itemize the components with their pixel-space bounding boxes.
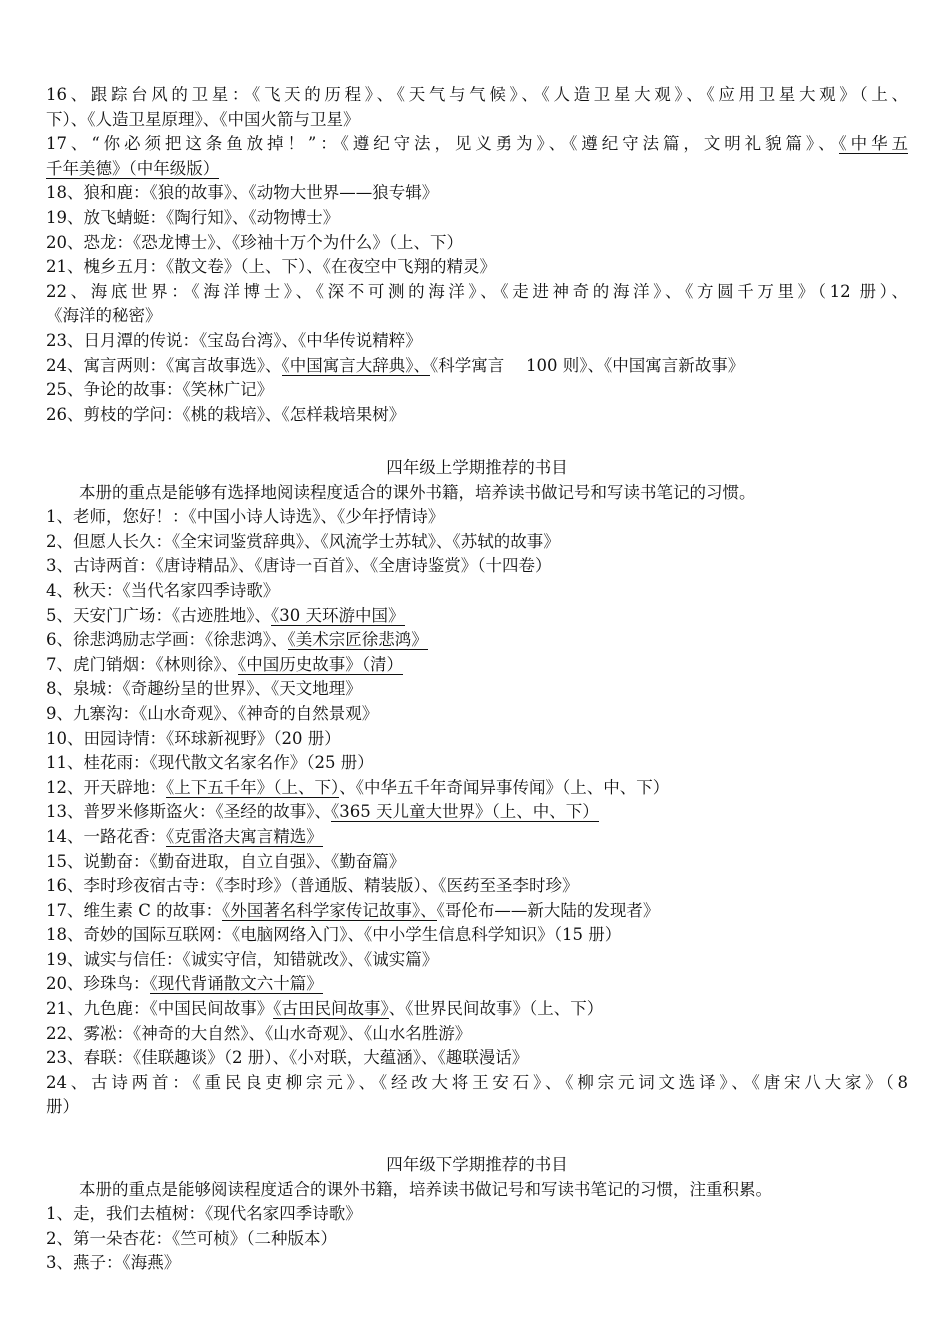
list-item: 4、秋天：《当代名家四季诗歌》	[46, 580, 280, 600]
underlined-book-title: 《古田民间故事》	[273, 999, 389, 1019]
section-title: 四年级下学期推荐的书目	[386, 1155, 568, 1174]
list-item: 26、剪枝的学问：《桃的栽培》、《怎样栽培果树》	[46, 404, 406, 424]
section-intro: 本册的重点是能够阅读程度适合的课外书籍，培养读书做记号和写读书笔记的习惯，注重积累。	[79, 1179, 772, 1199]
list-item: 24、寓言两则：《寓言故事选》、《中国寓言大辞典》、《科学寓言 100 则》、《中国寓言新故事》	[46, 355, 745, 375]
list-item: 5、天安门广场：《古迹胜地》、《30 天环游中国》	[46, 605, 405, 625]
underlined-book-title: 《美术宗匠徐悲鸿》	[287, 630, 428, 650]
list-item: 23、春联：《佳联趣谈》（2 册）、《小对联，大蕴涵》、《趣联漫话》	[46, 1048, 529, 1068]
list-item-continuation	[46, 157, 908, 182]
list-item: 7、虎门销烟：《林则徐》、《中国历史故事》（清）	[46, 654, 403, 674]
list-item: 15、说勤奋：《勤奋进取，自立自强》、《勤奋篇》	[46, 851, 406, 871]
underlined-book-title: 千年美德》（中年级版）	[46, 158, 220, 178]
list-item: 3、燕子：《海燕》	[46, 1253, 181, 1273]
underlined-book-title: 《365 天儿童大世界》（上、中、下）	[331, 802, 599, 822]
list-item: 16、李时珍夜宿古寺：《李时珍》（普通版、精装版）、《医药至圣李时珍》	[46, 876, 579, 896]
list-item: 20、恐龙：《恐龙博士》、《珍袖十万个为什么》（上、下）	[46, 232, 463, 252]
underlined-book-title: 《上下五千年》（上、下）	[166, 777, 340, 797]
list-item: 9、九寨沟：《山水奇观》、《神奇的自然景观》	[46, 703, 379, 723]
underlined-book-title: 《克雷洛夫寓言精选》	[166, 826, 323, 846]
list-item: 14、一路花香：《克雷洛夫寓言精选》	[46, 826, 323, 846]
list-item: 3、古诗两首：《唐诗精品》、《唐诗一百首》、《全唐诗鉴赏》（十四卷）	[46, 556, 552, 576]
lower-semester-section	[46, 1153, 908, 1276]
section-title: 四年级上学期推荐的书目	[386, 458, 568, 477]
list-item: 1、走，我们去植树：《现代名家四季诗歌》	[46, 1204, 362, 1224]
list-item: 17、维生素 C 的故事：《外国著名科学家传记故事》、《哥伦布——新大陆的发现者》	[46, 900, 660, 920]
list-item: 25、争论的故事：《笑林广记》	[46, 380, 274, 400]
underlined-book-title: 《中国历史故事》（清）	[238, 654, 403, 674]
list-item-continuation: 册）	[46, 1097, 79, 1117]
list-item: 19、诚实与信任：《诚实守信，知错就改》、《诚实篇》	[46, 949, 439, 969]
list-item: 2、但愿人长久：《全宋词鉴赏辞典》、《风流学士苏轼》、《苏轼的故事》	[46, 531, 560, 551]
list-item: 11、桂花雨：《现代散文名家名作》（25 册）	[46, 753, 374, 773]
list-item: 20、珍珠鸟：《现代背诵散文六十篇》	[46, 974, 323, 994]
list-item: 18、狼和鹿：《狼的故事》、《动物大世界——狼专辑》	[46, 183, 439, 203]
list-item: 16、跟踪台风的卫星：《飞天的历程》、《天气与气候》、《人造卫星大观》、《应用卫星大观》（上、	[46, 85, 908, 104]
list-item: 18、奇妙的国际互联网：《电脑网络入门》、《中小学生信息科学知识》（15 册）	[46, 925, 622, 945]
list-item: 2、第一朵杏花：《竺可桢》（二种版本）	[46, 1228, 337, 1248]
list-item: 17、“你必须把这条鱼放掉！”：《遵纪守法，见义勇为》、《遵纪守法篇，文明礼貌篇》、《中华五	[46, 134, 908, 154]
list-item: 24、古诗两首：《重民良吏柳宗元》、《经改大将王安石》、《柳宗元词文选译》、《唐宋八大家》（8	[46, 1072, 908, 1092]
list-item: 22、雾凇：《神奇的大自然》、《山水奇观》、《山水名胜游》	[46, 1023, 472, 1043]
list-item: 21、九色鹿：《中国民间故事》《古田民间故事》、《世界民间故事》（上、下）	[46, 999, 604, 1019]
list-item: 23、日月潭的传说：《宝岛台湾》、《中华传说精粹》	[46, 330, 422, 350]
list-item: 6、徐悲鸿励志学画：《徐悲鸿》、《美术宗匠徐悲鸿》	[46, 630, 428, 650]
list-item: 19、放飞蜻蜓：《陶行知》、《动物博士》	[46, 207, 340, 227]
list-item-continuation: 下）、《人造卫星原理》、《中国火箭与卫星》	[46, 109, 360, 129]
list-item-continuation: 《海洋的秘密》	[46, 306, 162, 326]
section-intro: 本册的重点是能够有选择地阅读程度适合的课外书籍，培养读书做记号和写读书笔记的习惯。	[79, 482, 756, 502]
list-item: 22、海底世界：《海洋博士》、《深不可测的海洋》、《走进神奇的海洋》、《方圆千万里》（12 册）、	[46, 281, 908, 301]
underlined-book-title: 《中华五	[838, 134, 908, 154]
underlined-book-title: 《30 天环游中国》	[271, 605, 405, 625]
underlined-book-title: 《现代背诵散文六十篇》	[149, 974, 323, 994]
list-item: 12、开天辟地：《上下五千年》（上、下）、《中华五千年奇闻异事传闻》（上、中、下）	[46, 777, 670, 797]
underlined-book-title: 《中国寓言大辞典》、	[281, 355, 430, 375]
list-item: 8、泉城：《奇趣纷呈的世界》、《天文地理》	[46, 679, 362, 699]
list-item: 21、槐乡五月：《散文卷》（上、下）、《在夜空中飞翔的精灵》	[46, 257, 496, 277]
list-item: 10、田园诗情：《环球新视野》（20 册）	[46, 728, 341, 748]
list-item: 13、普罗米修斯盗火：《圣经的故事》、《365 天儿童大世界》（上、中、下）	[46, 802, 599, 822]
underlined-book-title: 《外国著名科学家传记故事》、	[222, 900, 437, 920]
previous-section-list	[46, 83, 908, 427]
upper-semester-section	[46, 456, 908, 1120]
list-item: 1、老师，您好！：《中国小诗人诗选》、《少年抒情诗》	[46, 507, 445, 527]
